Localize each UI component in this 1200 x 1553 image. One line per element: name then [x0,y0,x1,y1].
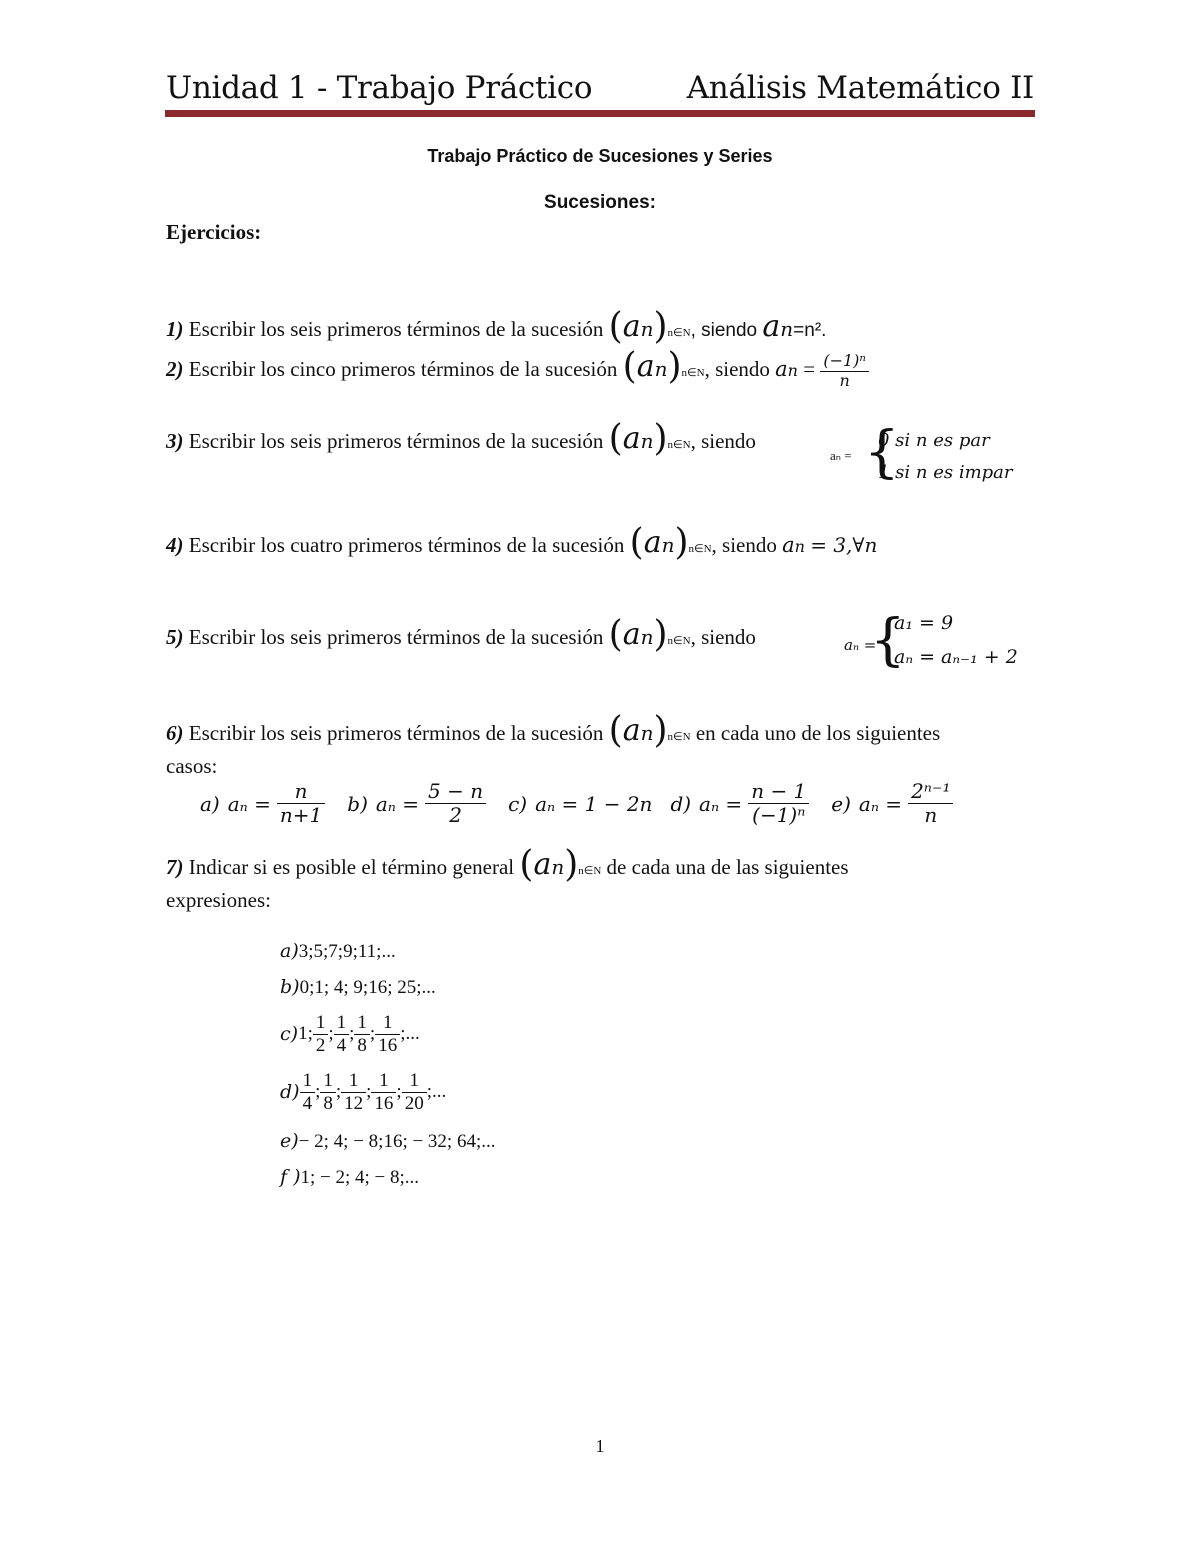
ex7-item-d: d) $\frac{1}{4}$ ; $\frac{1}{8}$ ; $\frac{1}{12}$ ; $\frac{1}{16}$ ; $\frac{1}{20}$ ;... [280,1070,447,1114]
exercise-7-cont: expresiones: [166,888,271,912]
subsection-title: Ejercicios: [166,220,262,244]
exercise-1: 1) Escribir los seis primeros términos de la sucesión (an)n∈N, siendo an=n². [166,306,827,347]
exercise-number: 5) [166,625,184,649]
section-title: Sucesiones: [544,192,656,213]
exercise-text: Escribir los seis primeros términos de la sucesión [188,429,604,453]
exercise-text: Escribir los seis primeros términos de la sucesión [188,721,604,745]
exercise-text: Escribir los seis primeros términos de la sucesión [188,317,604,341]
ex5-brace: { [870,608,906,673]
ex5-case-2: aₙ = aₙ₋₁ + 2 [894,646,1018,668]
exercise-number: 4) [166,533,184,557]
ex3-case-2: 1 si n es impar [878,462,1013,483]
ex7-item-a: a)3;5;7;9;11;... [280,940,396,962]
exercise-number: 7) [166,855,184,879]
header-right: Análisis Matemático II [686,70,1034,106]
exercise-6-cont: casos: [166,754,218,778]
exercise-number: 3) [166,429,184,453]
exercise-7: 7) Indicar si es posible el término general (an)n∈N de cada una de las siguientes [166,844,849,885]
ex3-case-1: 0 si n es par [878,430,990,451]
ex3-brace: { [864,420,900,485]
ex7-item-b: b)0;1; 4; 9;16; 25;... [280,976,436,998]
exercise-text: Escribir los cinco primeros términos de la sucesión [188,357,618,381]
exercise-number: 1) [166,317,184,341]
exercise-text: Escribir los seis primeros términos de la sucesión [188,625,604,649]
exercise-number: 6) [166,721,184,745]
ex7-item-e: e)− 2; 4; − 8;16; − 32; 64;... [280,1130,496,1152]
exercise-3: 3) Escribir los seis primeros términos de la sucesión (an)n∈N, siendo [166,418,756,459]
ex5-lhs: aₙ = [844,636,877,654]
exercise-text: Indicar si es posible el término general [188,855,515,879]
exercise-4: 4) Escribir los cuatro primeros términos de la sucesión (an)n∈N, siendo an = 3,∀n [166,522,878,563]
header-rule [165,110,1035,117]
header-left: Unidad 1 - Trabajo Práctico [166,70,593,106]
exercise-text: Escribir los cuatro primeros términos de la sucesión [188,533,625,557]
exercise-2: 2) Escribir los cinco primeros términos de la sucesión (an)n∈N, siendo an = $\frac{\text{(−1)ⁿ}}{n}$ [166,344,869,390]
ex7-item-c: c) 1; $\frac{1}{2}$ ; $\frac{1}{4}$ ; $\frac{1}{8}$ ; $\frac{1}{16}$ ;... [280,1012,420,1056]
page-number: 1 [595,1436,605,1456]
exercise-6: 6) Escribir los seis primeros términos de la sucesión (an)n∈N en cada uno de los siguientes [166,710,941,751]
exercise-number: 2) [166,357,184,381]
doc-title: Trabajo Práctico de Sucesiones y Series [427,146,773,166]
ex3-lhs: aₙ = [830,448,852,463]
ex7-item-f: f )1; − 2; 4; − 8;... [280,1166,420,1188]
ex5-case-1: a₁ = 9 [894,612,954,634]
ex6-cases: a) aₙ = $\frac{n}{n+1}$ b) aₙ = $\frac{5 - n}{2}$ c) aₙ = 1 − 2n d) aₙ = $\frac{n - 1}{\text{(−1)ⁿ}}$ e) aₙ = $\frac{\text{2ⁿ⁻¹}}{n}$ [200,780,953,827]
exercise-5: 5) Escribir los seis primeros términos de la sucesión (an)n∈N, siendo [166,614,756,655]
